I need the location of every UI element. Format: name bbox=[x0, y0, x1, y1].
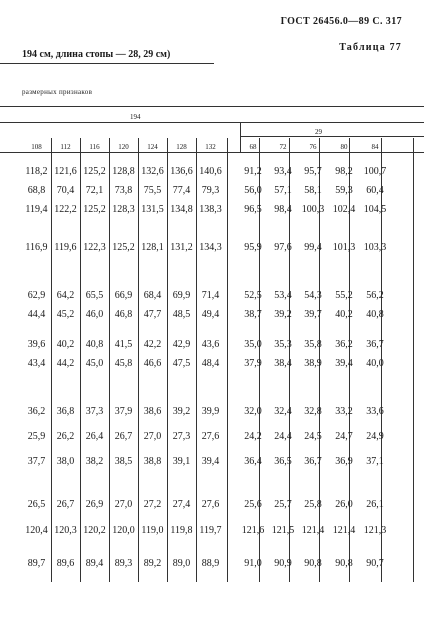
table-cell: 36,7 bbox=[366, 339, 384, 350]
table-cell: 122,3 bbox=[83, 242, 106, 253]
table-cell: 37,3 bbox=[85, 406, 104, 417]
table-cell: 121,5 bbox=[271, 525, 295, 536]
table-cell: 103,3 bbox=[363, 242, 387, 253]
table-cell: 36,4 bbox=[244, 456, 262, 467]
table-cell: 118,2 bbox=[25, 166, 48, 177]
column-header: 132 bbox=[205, 143, 216, 151]
table-cell: 91,0 bbox=[244, 558, 262, 569]
page-header-standard: ГОСТ 26456.0—89 С. 317 bbox=[280, 16, 402, 27]
table-cell: 38,6 bbox=[143, 406, 162, 417]
table-cell: 47,7 bbox=[143, 309, 162, 320]
table-cell: 40,2 bbox=[56, 339, 75, 350]
table-cell: 35,0 bbox=[244, 339, 262, 350]
table-cell: 58,1 bbox=[304, 185, 322, 196]
table-cell: 138,3 bbox=[199, 204, 222, 215]
table-cell: 33,6 bbox=[366, 406, 384, 417]
table-cell: 66,9 bbox=[114, 290, 133, 301]
table-cell: 25,6 bbox=[244, 499, 262, 510]
table-cell: 26,4 bbox=[85, 431, 104, 442]
table-cell: 39,4 bbox=[201, 456, 220, 467]
table-cell: 90,9 bbox=[274, 558, 292, 569]
table-caption: 194 см, длина стопы — 28, 29 см) bbox=[22, 49, 171, 60]
table-cell: 38,2 bbox=[85, 456, 104, 467]
table-cell: 88,9 bbox=[201, 558, 220, 569]
table-cell: 45,2 bbox=[56, 309, 75, 320]
table-cell: 40,8 bbox=[366, 309, 384, 320]
table-cell: 35,8 bbox=[304, 339, 322, 350]
table-cell: 38,0 bbox=[56, 456, 75, 467]
table-cell: 35,3 bbox=[274, 339, 292, 350]
table-cell: 121,3 bbox=[363, 525, 387, 536]
table-cell: 128,1 bbox=[141, 242, 164, 253]
table-cell: 119,0 bbox=[141, 525, 164, 536]
table-cell: 134,3 bbox=[199, 242, 222, 253]
table-cell: 119,8 bbox=[170, 525, 193, 536]
table-cell: 68,8 bbox=[27, 185, 46, 196]
column-header: 120 bbox=[118, 143, 129, 151]
table-cell: 33,2 bbox=[335, 406, 353, 417]
table-cell: 93,4 bbox=[274, 166, 292, 177]
table-cell: 24,2 bbox=[244, 431, 262, 442]
table-cell: 70,4 bbox=[56, 185, 75, 196]
table-cell: 140,6 bbox=[199, 166, 222, 177]
table-cell: 48,4 bbox=[201, 358, 220, 369]
table-cell: 122,2 bbox=[54, 204, 77, 215]
header-bottom-rule bbox=[0, 152, 424, 153]
table-cell: 119,4 bbox=[25, 204, 48, 215]
table-cell: 53,4 bbox=[274, 290, 292, 301]
table-cell: 116,9 bbox=[25, 242, 48, 253]
table-cell: 98,4 bbox=[274, 204, 292, 215]
table-cell: 39,9 bbox=[201, 406, 220, 417]
table-cell: 26,7 bbox=[114, 431, 133, 442]
table-cell: 24,5 bbox=[304, 431, 322, 442]
table-cell: 104,5 bbox=[363, 204, 387, 215]
table-cell: 65,5 bbox=[85, 290, 104, 301]
table-cell: 32,0 bbox=[244, 406, 262, 417]
table-cell: 95,9 bbox=[244, 242, 262, 253]
table-cell: 89,3 bbox=[114, 558, 133, 569]
group-label-height: 194 bbox=[130, 113, 141, 121]
table-cell: 52,5 bbox=[244, 290, 262, 301]
table-cell: 24,4 bbox=[274, 431, 292, 442]
table-cell: 39,1 bbox=[172, 456, 191, 467]
table-cell: 40,8 bbox=[85, 339, 104, 350]
table-cell: 99,4 bbox=[304, 242, 322, 253]
table-cell: 25,8 bbox=[304, 499, 322, 510]
table-cell: 125,2 bbox=[83, 204, 106, 215]
table-cell: 39,6 bbox=[27, 339, 46, 350]
table-cell: 24,7 bbox=[335, 431, 353, 442]
table-cell: 26,7 bbox=[56, 499, 75, 510]
table-cell: 25,7 bbox=[274, 499, 292, 510]
table-cell: 119,6 bbox=[54, 242, 77, 253]
table-cell: 125,2 bbox=[83, 166, 106, 177]
table-cell: 73,8 bbox=[114, 185, 133, 196]
column-header: 72 bbox=[279, 143, 287, 151]
table-cell: 36,7 bbox=[304, 456, 322, 467]
table-cell: 41,5 bbox=[114, 339, 133, 350]
table-subcaption: размерных признаков bbox=[22, 88, 93, 96]
table-cell: 134,8 bbox=[170, 204, 193, 215]
column-header: 80 bbox=[340, 143, 348, 151]
table-cell: 100,3 bbox=[301, 204, 325, 215]
column-header: 124 bbox=[147, 143, 158, 151]
table-cell: 120,2 bbox=[83, 525, 106, 536]
column-header: 112 bbox=[60, 143, 71, 151]
table-cell: 90,8 bbox=[304, 558, 322, 569]
table-cell: 121,6 bbox=[54, 166, 77, 177]
column-divider bbox=[413, 138, 414, 582]
table-cell: 131,5 bbox=[141, 204, 164, 215]
table-cell: 38,9 bbox=[304, 358, 322, 369]
table-cell: 60,4 bbox=[366, 185, 384, 196]
table-cell: 36,2 bbox=[335, 339, 353, 350]
table-cell: 36,8 bbox=[56, 406, 75, 417]
table-cell: 45,0 bbox=[85, 358, 104, 369]
table-cell: 27,6 bbox=[201, 431, 220, 442]
table-cell: 120,3 bbox=[54, 525, 77, 536]
table-cell: 120,4 bbox=[25, 525, 48, 536]
table-cell: 89,7 bbox=[27, 558, 46, 569]
column-header: 76 bbox=[309, 143, 317, 151]
table-cell: 90,7 bbox=[366, 558, 384, 569]
table-cell: 26,5 bbox=[27, 499, 46, 510]
table-cell: 26,0 bbox=[335, 499, 353, 510]
table-cell: 27,0 bbox=[143, 431, 162, 442]
table-cell: 59,3 bbox=[335, 185, 353, 196]
table-cell: 27,4 bbox=[172, 499, 191, 510]
table-cell: 38,7 bbox=[244, 309, 262, 320]
table-cell: 44,4 bbox=[27, 309, 46, 320]
table-cell: 38,5 bbox=[114, 456, 133, 467]
table-cell: 42,2 bbox=[143, 339, 162, 350]
table-cell: 89,2 bbox=[143, 558, 162, 569]
table-cell: 98,2 bbox=[335, 166, 353, 177]
table-cell: 36,5 bbox=[274, 456, 292, 467]
table-cell: 26,9 bbox=[85, 499, 104, 510]
table-cell: 55,2 bbox=[335, 290, 353, 301]
subgroup-rule bbox=[240, 136, 424, 137]
table-cell: 32,8 bbox=[304, 406, 322, 417]
table-cell: 132,6 bbox=[141, 166, 164, 177]
table-cell: 102,4 bbox=[332, 204, 356, 215]
table-cell: 42,9 bbox=[172, 339, 191, 350]
table-cell: 39,7 bbox=[304, 309, 322, 320]
table-cell: 36,9 bbox=[335, 456, 353, 467]
table-cell: 131,2 bbox=[170, 242, 193, 253]
column-header: 128 bbox=[176, 143, 187, 151]
table-cell: 91,2 bbox=[244, 166, 262, 177]
table-cell: 24,9 bbox=[366, 431, 384, 442]
table-cell: 48,5 bbox=[172, 309, 191, 320]
table-cell: 49,4 bbox=[201, 309, 220, 320]
table-cell: 64,2 bbox=[56, 290, 75, 301]
table-cell: 25,9 bbox=[27, 431, 46, 442]
table-cell: 121,4 bbox=[332, 525, 356, 536]
table-cell: 89,6 bbox=[56, 558, 75, 569]
table-cell: 121,4 bbox=[301, 525, 325, 536]
table-cell: 39,4 bbox=[335, 358, 353, 369]
column-header: 68 bbox=[249, 143, 257, 151]
table-cell: 100,7 bbox=[363, 166, 387, 177]
table-cell: 46,0 bbox=[85, 309, 104, 320]
table-cell: 56,2 bbox=[366, 290, 384, 301]
table-cell: 125,2 bbox=[112, 242, 135, 253]
table-cell: 101,3 bbox=[332, 242, 356, 253]
table-cell: 38,4 bbox=[274, 358, 292, 369]
table-cell: 37,9 bbox=[244, 358, 262, 369]
table-cell: 47,5 bbox=[172, 358, 191, 369]
table-cell: 39,2 bbox=[172, 406, 191, 417]
table-cell: 120,0 bbox=[112, 525, 135, 536]
table-cell: 95,7 bbox=[304, 166, 322, 177]
table-cell: 43,4 bbox=[27, 358, 46, 369]
table-cell: 56,0 bbox=[244, 185, 262, 196]
table-cell: 79,3 bbox=[201, 185, 220, 196]
table-cell: 27,3 bbox=[172, 431, 191, 442]
table-cell: 90,8 bbox=[335, 558, 353, 569]
table-cell: 27,6 bbox=[201, 499, 220, 510]
table-cell: 37,7 bbox=[27, 456, 46, 467]
table-cell: 89,0 bbox=[172, 558, 191, 569]
table-top-rule bbox=[0, 106, 424, 107]
table-cell: 37,1 bbox=[366, 456, 384, 467]
table-cell: 121,6 bbox=[241, 525, 265, 536]
column-header: 116 bbox=[89, 143, 100, 151]
table-cell: 38,8 bbox=[143, 456, 162, 467]
table-cell: 96,5 bbox=[244, 204, 262, 215]
table-cell: 40,2 bbox=[335, 309, 353, 320]
table-cell: 32,4 bbox=[274, 406, 292, 417]
table-cell: 77,4 bbox=[172, 185, 191, 196]
table-cell: 128,8 bbox=[112, 166, 135, 177]
table-label: Таблица 77 bbox=[339, 42, 402, 53]
column-divider bbox=[227, 138, 228, 582]
table-cell: 46,6 bbox=[143, 358, 162, 369]
table-cell: 62,9 bbox=[27, 290, 46, 301]
table-cell: 44,2 bbox=[56, 358, 75, 369]
caption-rule bbox=[0, 63, 214, 64]
table-cell: 68,4 bbox=[143, 290, 162, 301]
table-cell: 128,3 bbox=[112, 204, 135, 215]
group-label-foot: 29 bbox=[315, 128, 322, 136]
table-cell: 39,2 bbox=[274, 309, 292, 320]
column-header: 108 bbox=[31, 143, 42, 151]
table-cell: 43,6 bbox=[201, 339, 220, 350]
group-rule bbox=[0, 122, 424, 123]
table-cell: 26,2 bbox=[56, 431, 75, 442]
table-cell: 27,0 bbox=[114, 499, 133, 510]
table-cell: 36,2 bbox=[27, 406, 46, 417]
table-cell: 37,9 bbox=[114, 406, 133, 417]
table-cell: 97,6 bbox=[274, 242, 292, 253]
table-cell: 40,0 bbox=[366, 358, 384, 369]
table-cell: 45,8 bbox=[114, 358, 133, 369]
table-cell: 27,2 bbox=[143, 499, 162, 510]
column-header: 84 bbox=[371, 143, 379, 151]
table-cell: 119,7 bbox=[199, 525, 222, 536]
table-cell: 54,3 bbox=[304, 290, 322, 301]
table-cell: 136,6 bbox=[170, 166, 193, 177]
table-cell: 69,9 bbox=[172, 290, 191, 301]
table-cell: 75,5 bbox=[143, 185, 162, 196]
table-cell: 71,4 bbox=[201, 290, 220, 301]
table-cell: 89,4 bbox=[85, 558, 104, 569]
table-cell: 26,1 bbox=[366, 499, 384, 510]
table-cell: 72,1 bbox=[85, 185, 104, 196]
table-cell: 57,1 bbox=[274, 185, 292, 196]
table-cell: 46,8 bbox=[114, 309, 133, 320]
